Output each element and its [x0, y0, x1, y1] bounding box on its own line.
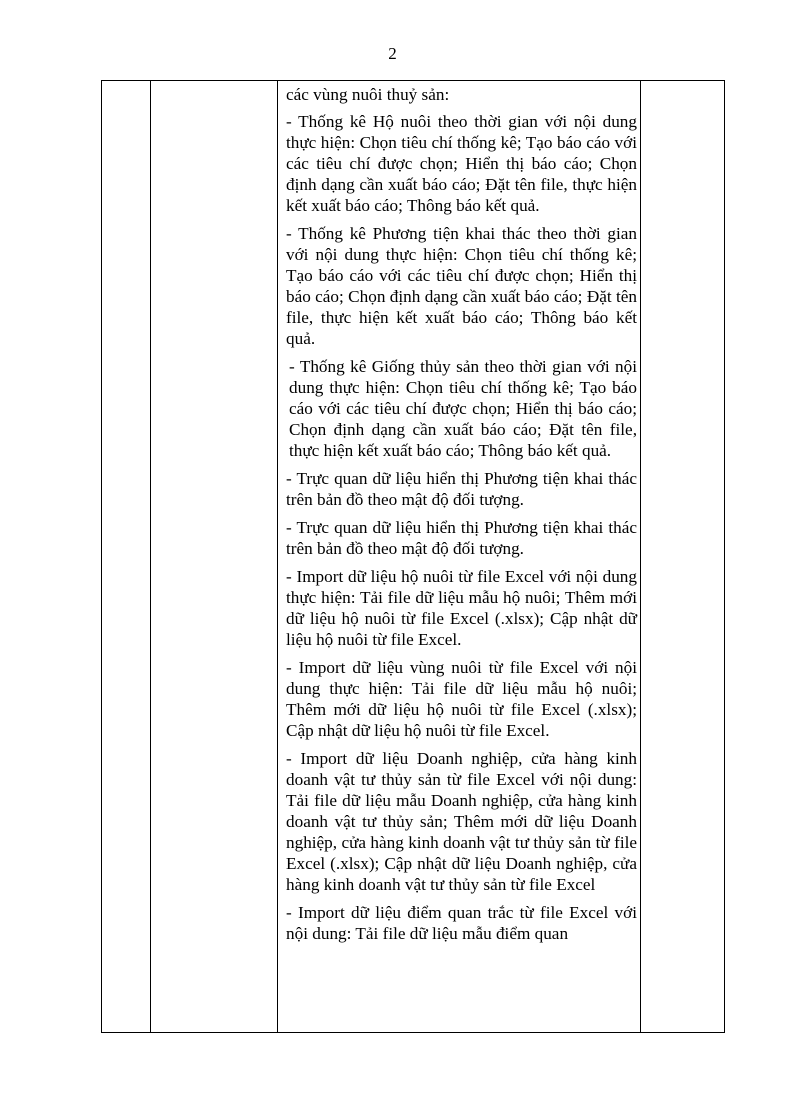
table-row — [102, 81, 725, 1033]
table-cell-description — [278, 81, 641, 1033]
paragraph: - Trực quan dữ liệu hiển thị Phương tiện khai thác trên bản đồ theo mật độ đối tượng. — [286, 469, 637, 509]
paragraph: - Import dữ liệu vùng nuôi từ file Excel với nội dung thực hiện: Tải file dữ liệu mẫu hộ nuôi; Thêm mới dữ liệu hộ nuôi từ file Excel (.xlsx); Cập nhật dữ liệu hộ nuôi từ file Excel. — [286, 658, 637, 740]
paragraph: - Thống kê Phương tiện khai thác theo thời gian với nội dung thực hiện: Chọn tiêu chí thống kê; Tạo báo cáo với các tiêu chí được chọn; Hiển thị báo cáo; Chọn định dạng cần xuất báo cáo; Đặt tên file, thực hiện kết xuất báo cáo; Thông báo kết quả. — [286, 224, 637, 348]
paragraph: - Trực quan dữ liệu hiển thị Phương tiện khai thác trên bản đồ theo mật độ đối tượng. — [286, 518, 637, 558]
page-number: 2 — [388, 44, 397, 63]
paragraph: - Import dữ liệu điểm quan trắc từ file Excel với nội dung: Tải file dữ liệu mẫu điểm quan — [286, 903, 637, 943]
paragraph: - Import dữ liệu hộ nuôi từ file Excel với nội dung thực hiện: Tải file dữ liệu mẫu hộ nuôi; Thêm mới dữ liệu hộ nuôi từ file Excel (.xlsx); Cập nhật dữ liệu hộ nuôi từ file Excel. — [286, 567, 637, 649]
description-content — [278, 81, 640, 944]
requirements-table — [101, 80, 725, 1033]
table-cell-index — [102, 81, 151, 1033]
paragraph: - Import dữ liệu Doanh nghiệp, cửa hàng kinh doanh vật tư thủy sản từ file Excel với nội dung: Tải file dữ liệu mẫu Doanh nghiệp, cửa hàng kinh doanh vật tư thủy sản; Thêm mới dữ liệu Doanh nghiệp, cửa hàng kinh doanh vật tư thủy sản từ file Excel (.xlsx); Cập nhật dữ liệu Doanh nghiệp, cửa hàng kinh doanh vật tư thủy sản từ file Excel — [286, 749, 637, 894]
paragraph: - Thống kê Giống thủy sản theo thời gian với nội dung thực hiện: Chọn tiêu chí thống kê; Tạo báo cáo với các tiêu chí được chọn; Hiển thị báo cáo; Chọn định dạng cần xuất báo cáo; Đặt tên file, thực hiện kết xuất báo cáo; Thông báo kết quả. — [289, 357, 637, 460]
table-cell-item — [151, 81, 278, 1033]
paragraph: các vùng nuôi thuỷ sản: — [286, 85, 450, 104]
table-cell-notes — [641, 81, 725, 1033]
paragraph: - Thống kê Hộ nuôi theo thời gian với nội dung thực hiện: Chọn tiêu chí thống kê; Tạo báo cáo với các tiêu chí được chọn; Hiển thị báo cáo; Chọn định dạng cần xuất báo cáo; Đặt tên file, thực hiện kết xuất báo cáo; Thông báo kết quả. — [286, 112, 637, 215]
